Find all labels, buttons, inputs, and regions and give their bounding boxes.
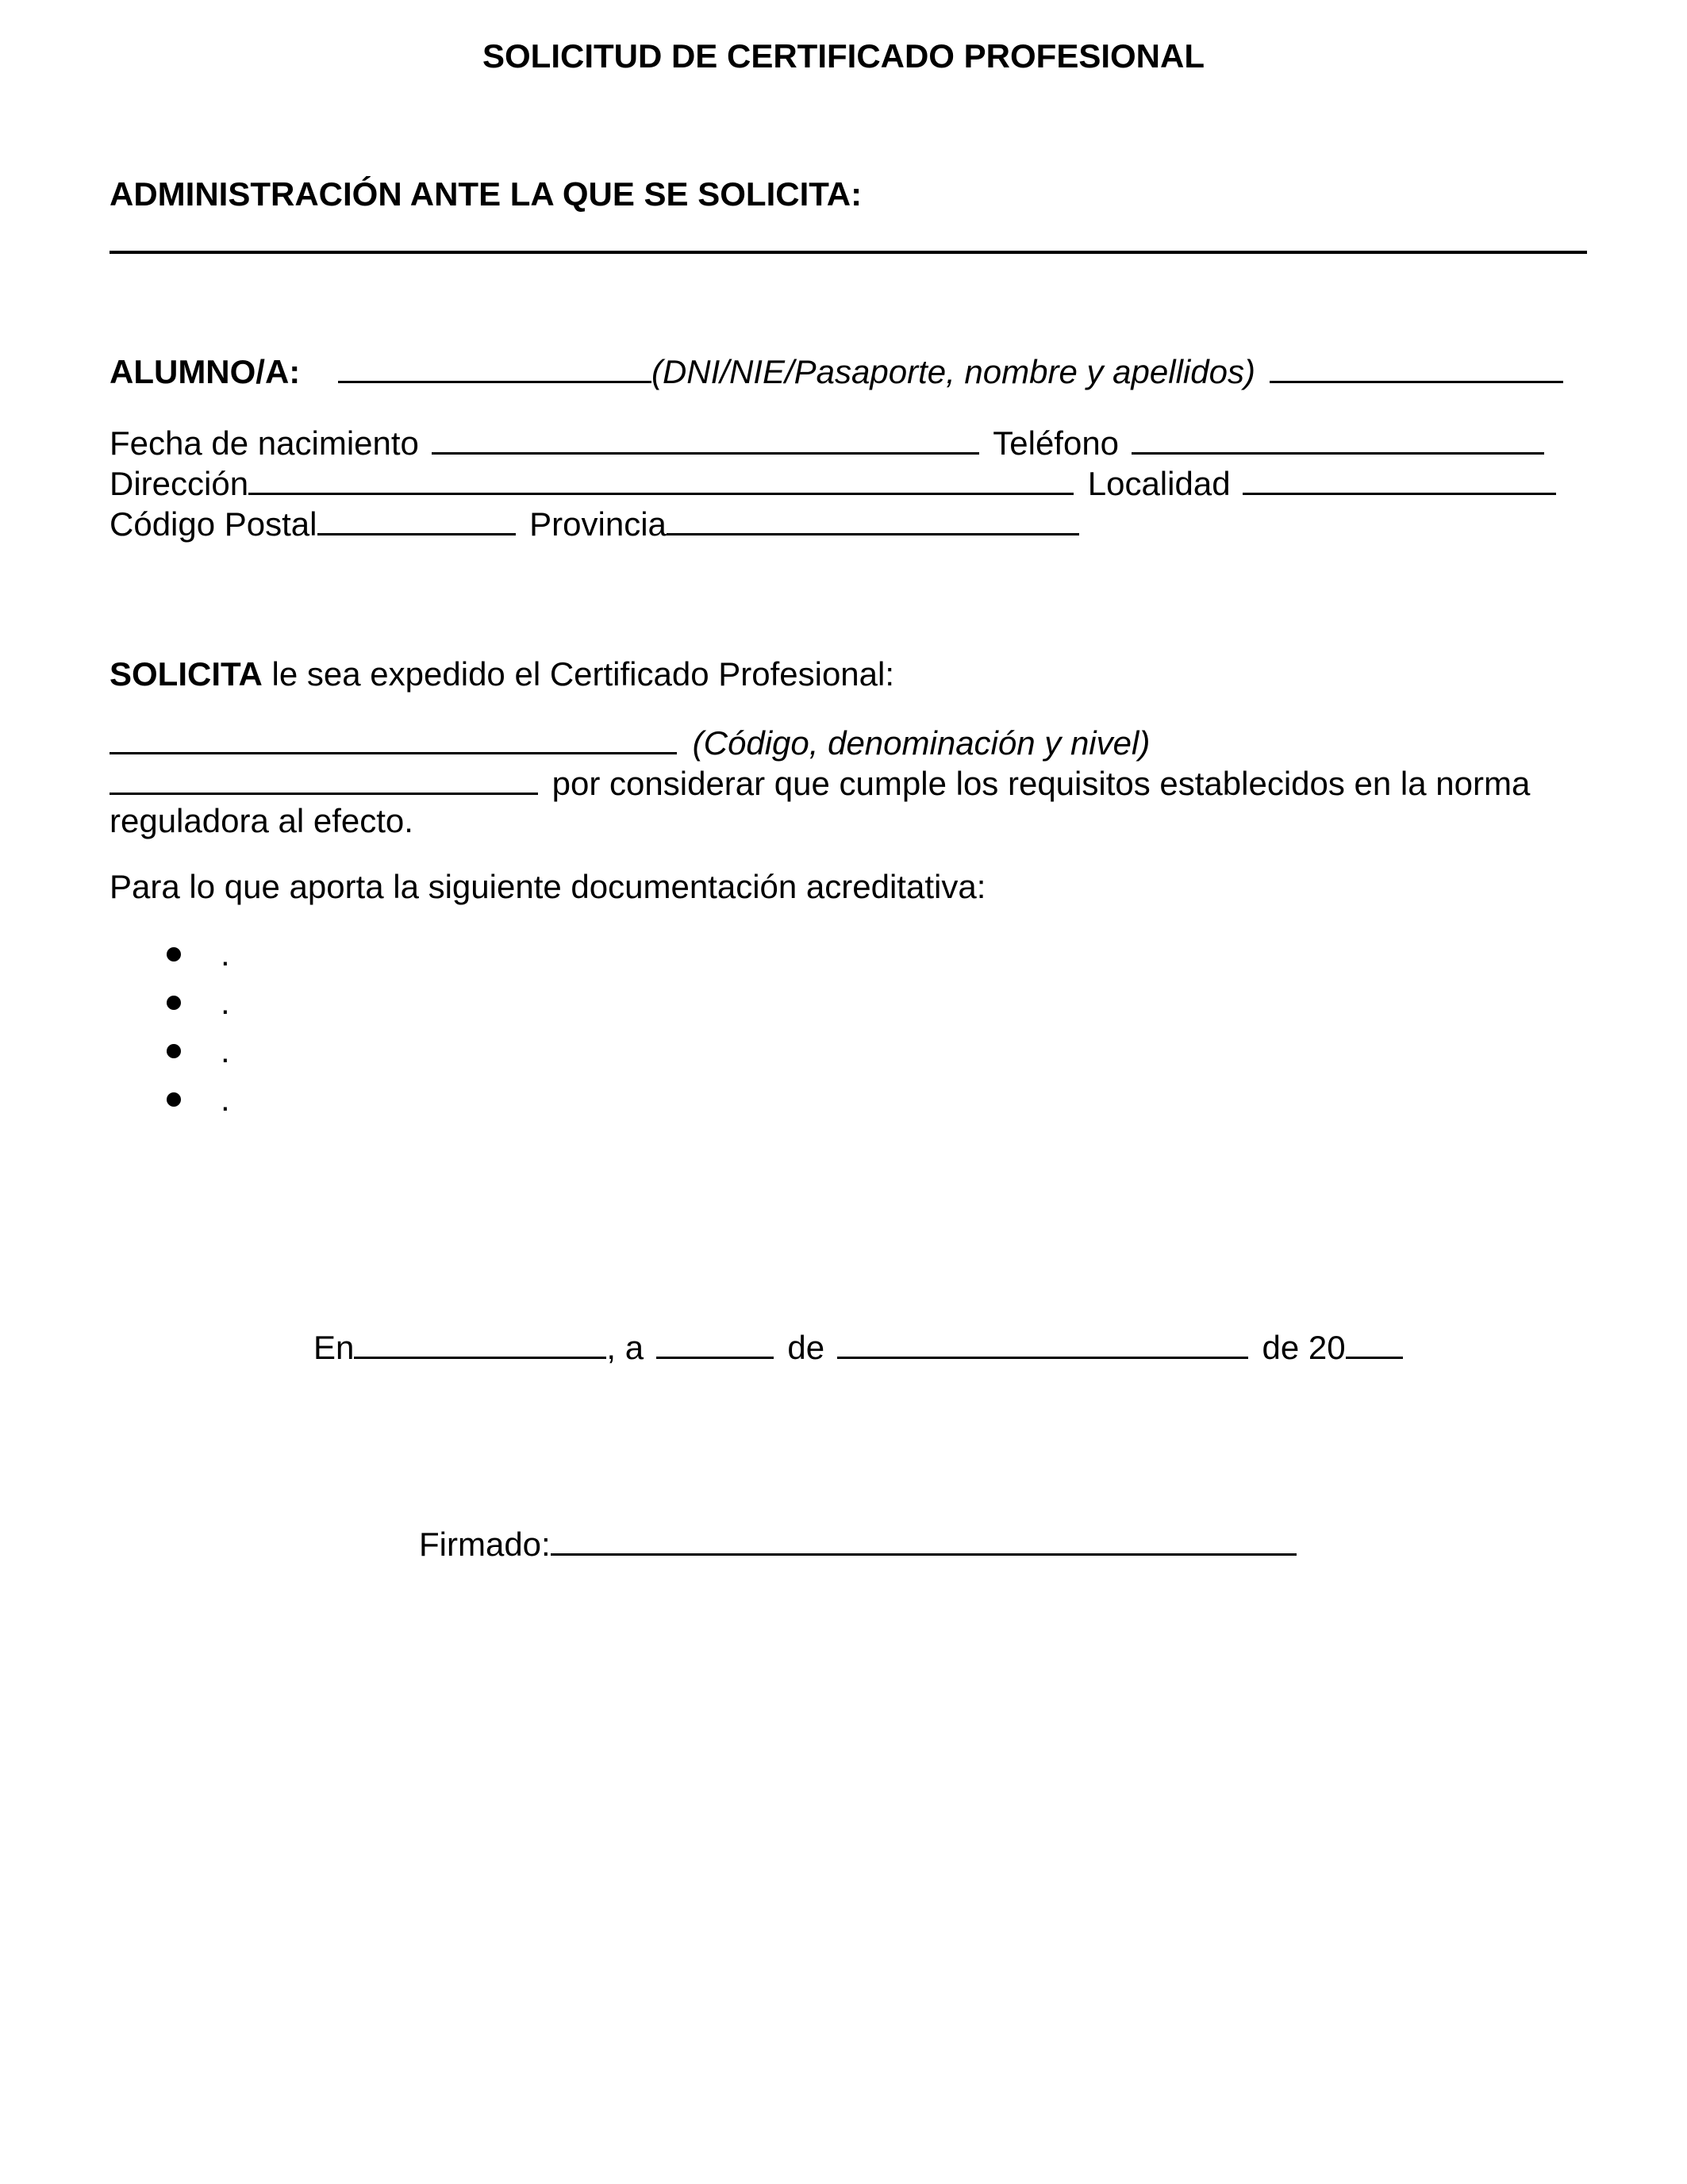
localidad-field[interactable] — [1243, 461, 1556, 495]
documentacion-text: Para lo que aporta la siguiente documentación acreditativa: — [110, 868, 986, 905]
solicita-text: le sea expedido el Certificado Profesional: — [262, 655, 895, 693]
anio-field[interactable] — [1346, 1325, 1403, 1359]
bullet-icon — [167, 1092, 181, 1107]
certificado-field[interactable] — [110, 720, 677, 754]
fecha-a-label: , a — [606, 1328, 644, 1366]
administracion-label: ADMINISTRACIÓN ANTE LA QUE SE SOLICITA: — [110, 175, 863, 213]
telefono-label: Teléfono — [993, 424, 1120, 462]
solicita-label: SOLICITA — [110, 655, 263, 693]
provincia-field[interactable] — [667, 501, 1079, 535]
list-item[interactable]: . — [221, 1032, 230, 1069]
requisitos-text: por considerar que cumple los requisitos establecidos en la norma — [551, 764, 1531, 802]
bullet-icon — [167, 996, 181, 1010]
codigo-postal-label: Código Postal — [110, 505, 317, 543]
alumno-label: ALUMNO/A: — [110, 352, 301, 390]
solicita-row — [110, 654, 894, 694]
fecha-en-label: En — [313, 1328, 355, 1366]
requisitos-row — [110, 761, 1530, 804]
fecha-de-20-label: de 20 — [1262, 1328, 1346, 1366]
direccion-label: Dirección — [110, 464, 249, 502]
certificado-hint: (Código, denominación y nivel) — [692, 724, 1151, 762]
alumno-hint: (DNI/NIE/Pasaporte, nombre y apellidos) — [651, 352, 1255, 390]
certificado-row — [110, 720, 1150, 763]
certificado-field-2[interactable] — [110, 761, 538, 795]
alumno-field-line-2[interactable] — [1270, 349, 1563, 383]
lugar-field[interactable] — [354, 1325, 606, 1359]
direccion-localidad-row — [110, 461, 1556, 504]
localidad-label: Localidad — [1087, 464, 1231, 502]
fecha-telefono-row — [110, 420, 1544, 463]
list-item[interactable]: . — [221, 1080, 230, 1118]
mes-field[interactable] — [837, 1325, 1248, 1359]
firma-row — [419, 1522, 1297, 1564]
document-title: SOLICITUD DE CERTIFICADO PROFESIONAL — [482, 37, 1205, 75]
telefono-field[interactable] — [1132, 420, 1544, 455]
direccion-field[interactable] — [248, 461, 1074, 495]
provincia-label: Provincia — [529, 505, 667, 543]
requisitos-text-2: reguladora al efecto. — [110, 802, 413, 839]
alumno-row — [110, 349, 1563, 392]
administracion-field-line[interactable] — [110, 251, 1587, 254]
fecha-nacimiento-field[interactable] — [432, 420, 979, 455]
fecha-de-label: de — [787, 1328, 825, 1366]
list-item[interactable]: . — [221, 984, 230, 1021]
firma-field[interactable] — [551, 1522, 1297, 1556]
bullet-icon — [167, 1044, 181, 1058]
list-item[interactable]: . — [221, 935, 230, 973]
firmado-label: Firmado: — [419, 1525, 551, 1563]
codigo-postal-field[interactable] — [317, 501, 516, 535]
cp-provincia-row — [110, 501, 1079, 544]
alumno-field-line-1[interactable] — [338, 349, 651, 383]
fecha-lugar-row — [313, 1325, 1403, 1368]
bullet-icon — [167, 947, 181, 961]
dia-field[interactable] — [656, 1325, 774, 1359]
fecha-nacimiento-label: Fecha de nacimiento — [110, 424, 419, 462]
